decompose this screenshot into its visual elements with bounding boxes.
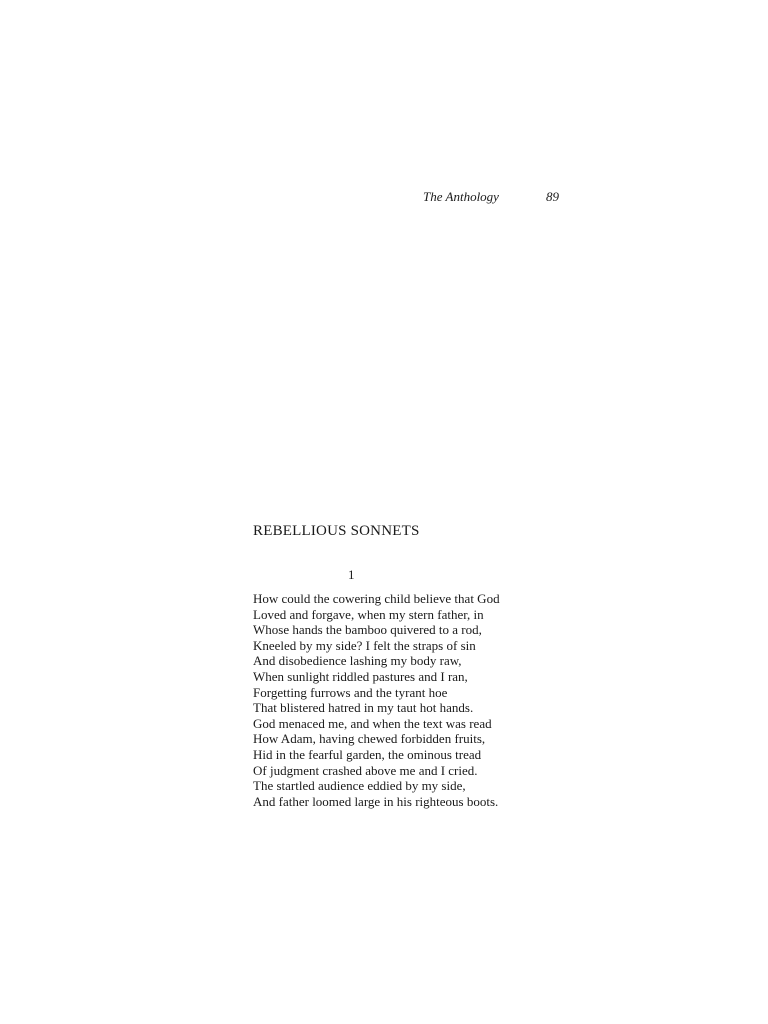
poem-line: Of judgment crashed above me and I cried. [253, 762, 478, 778]
poem-line: And disobedience lashing my body raw, [253, 653, 462, 669]
poem-line: Forgetting furrows and the tyrant hoe [253, 684, 448, 700]
poem-line: Kneeled by my side? I felt the straps of sin [253, 637, 476, 653]
poem-title: REBELLIOUS SONNETS [253, 523, 420, 539]
poem-line: Hid in the fearful garden, the ominous tread [253, 746, 482, 762]
poem-line: The startled audience eddied by my side, [253, 778, 466, 794]
page-number: 89 [546, 189, 559, 204]
poem-line: God menaced me, and when the text was read [253, 715, 492, 731]
poem-line: When sunlight riddled pastures and I ran, [253, 668, 468, 684]
sonnet-number: 1 [348, 567, 355, 582]
poem-line: That blistered hatred in my taut hot hands. [253, 700, 474, 716]
poem-line: How could the cowering child believe that God [253, 591, 500, 606]
poem-line: Whose hands the bamboo quivered to a rod, [253, 622, 482, 638]
running-header [0, 188, 768, 208]
poem-line: How Adam, having chewed forbidden fruits, [253, 731, 486, 747]
poem-body [253, 591, 500, 809]
poem-line: Loved and forgave, when my stern father, in [253, 606, 484, 622]
poem-line: And father loomed large in his righteous boots. [253, 793, 499, 809]
running-title: The Anthology [423, 189, 499, 204]
